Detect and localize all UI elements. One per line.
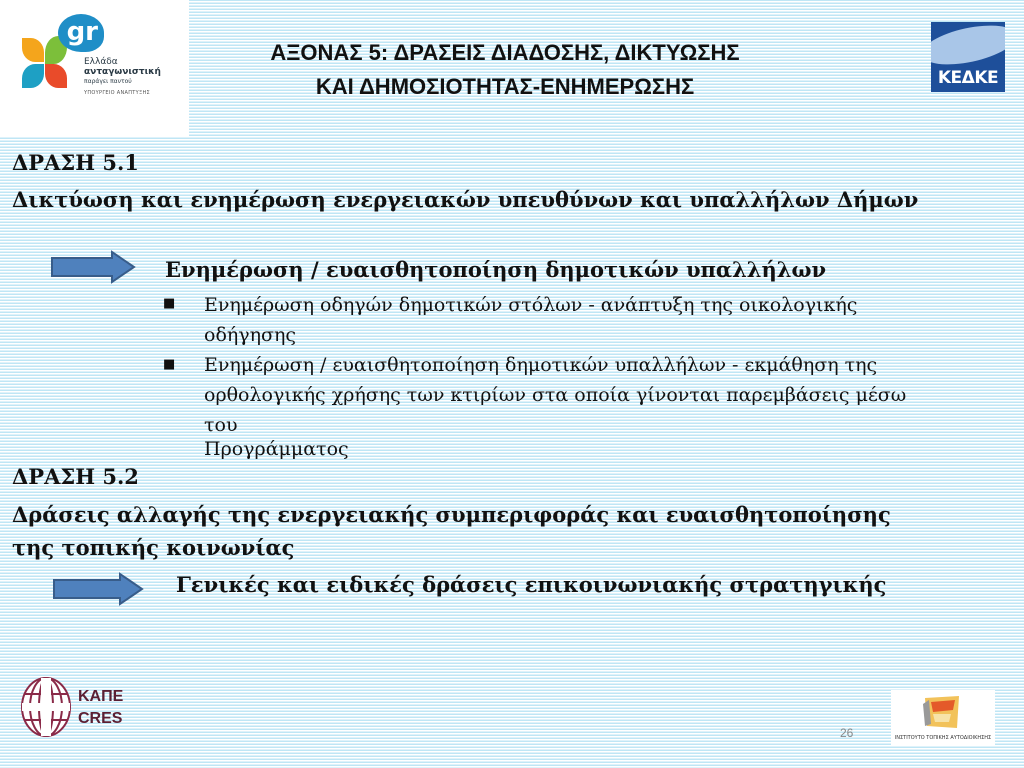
action-5-2-description (12, 498, 1002, 564)
page-title-line1: ΑΞΟΝΑΣ 5: ΔΡΑΣΕΙΣ ΔΙΑΔΟΣΗΣ, ΔΙΚΤΥΩΣΗΣ (270, 40, 740, 65)
page-title-line2: ΚΑΙ ΔΗΜΟΣΙΟΤΗΤΑΣ-ΕΝΗΜΕΡΩΣΗΣ (315, 74, 695, 99)
logo-ministry: ΥΠΟΥΡΓΕΙΟ ΑΝΑΠΤΥΞΗΣ (84, 90, 150, 96)
kedke-logo-text: ΚΕΔΚΕ (937, 68, 999, 88)
kape-logo-line1: ΚΑΠΕ (78, 688, 124, 705)
logo-leaf-red (45, 64, 67, 88)
page-number: 26 (840, 726, 854, 740)
action-5-2-description-line2: της τοπικής κοινωνίας (12, 535, 295, 560)
arrow-right-icon (52, 572, 144, 606)
action-5-1-description: Δικτύωση και ενημέρωση ενεργειακών υπευθύνων και υπαλλήλων Δήμων (12, 187, 919, 212)
arrow-right-icon (50, 250, 136, 284)
action-5-2-heading: ΔΡΑΣΗ 5.2 (12, 464, 139, 489)
gr-badge: gr (58, 14, 104, 52)
greece-competitive-logo (0, 0, 189, 137)
kedke-logo (931, 22, 1005, 92)
bullet-2-line2: ορθολογικής χρήσης των κτιρίων στα οποία γίνονται παρεμβάσεις μέσω (204, 384, 907, 406)
ita-mark-icon (921, 694, 965, 730)
bullet-icon: ■ (163, 296, 176, 311)
bullet-2-line3: του (204, 414, 238, 436)
ita-logo (891, 690, 995, 746)
logo-leaf-yellow (22, 38, 44, 62)
kape-logo-line2: CRES (78, 710, 123, 727)
bullet-2-line4: Προγράμματος (204, 438, 349, 460)
action-5-2-subheading: Γενικές και ειδικές δράσεις επικοινωνιακής στρατηγικής (176, 572, 887, 597)
action-5-1-bullet-2 (204, 350, 906, 464)
page-title (190, 36, 820, 104)
bullet-icon: ■ (163, 357, 176, 372)
bullet-1-line1: Ενημέρωση οδηγών δημοτικών στόλων - ανάπτυξη της οικολογικής (204, 294, 858, 316)
logo-leaf-blue (22, 64, 44, 88)
bullet-2-line1: Ενημέρωση / ευαισθητοποίηση δημοτικών υπαλλήλων - εκμάθηση της (204, 354, 878, 376)
action-5-1-heading: ΔΡΑΣΗ 5.1 (12, 150, 139, 175)
bullet-1-line2: οδήγησης (204, 324, 296, 346)
logo-caption-line3: παράγει παντού (84, 78, 132, 85)
logo-caption (84, 57, 161, 87)
kape-cres-logo (20, 676, 130, 740)
action-5-2-description-line1: Δράσεις αλλαγής της ενεργειακής συμπεριφοράς και ευαισθητοποίησης (12, 502, 891, 527)
kape-logo-text (78, 686, 123, 730)
ita-logo-text: ΙΝΣΤΙΤΟΥΤΟ ΤΟΠΙΚΗΣ ΑΥΤΟΔΙΟΙΚΗΣΗΣ (894, 735, 992, 741)
action-5-1-subheading: Ενημέρωση / ευαισθητοποίηση δημοτικών υπαλλήλων (165, 257, 827, 282)
action-5-1-bullet-1 (204, 290, 857, 350)
logo-caption-line2: ανταγωνιστική (84, 67, 161, 77)
kedke-swoosh (931, 22, 1005, 72)
logo-caption-line1: Ελλάδα (84, 57, 118, 67)
kape-globe-icon (20, 676, 72, 738)
